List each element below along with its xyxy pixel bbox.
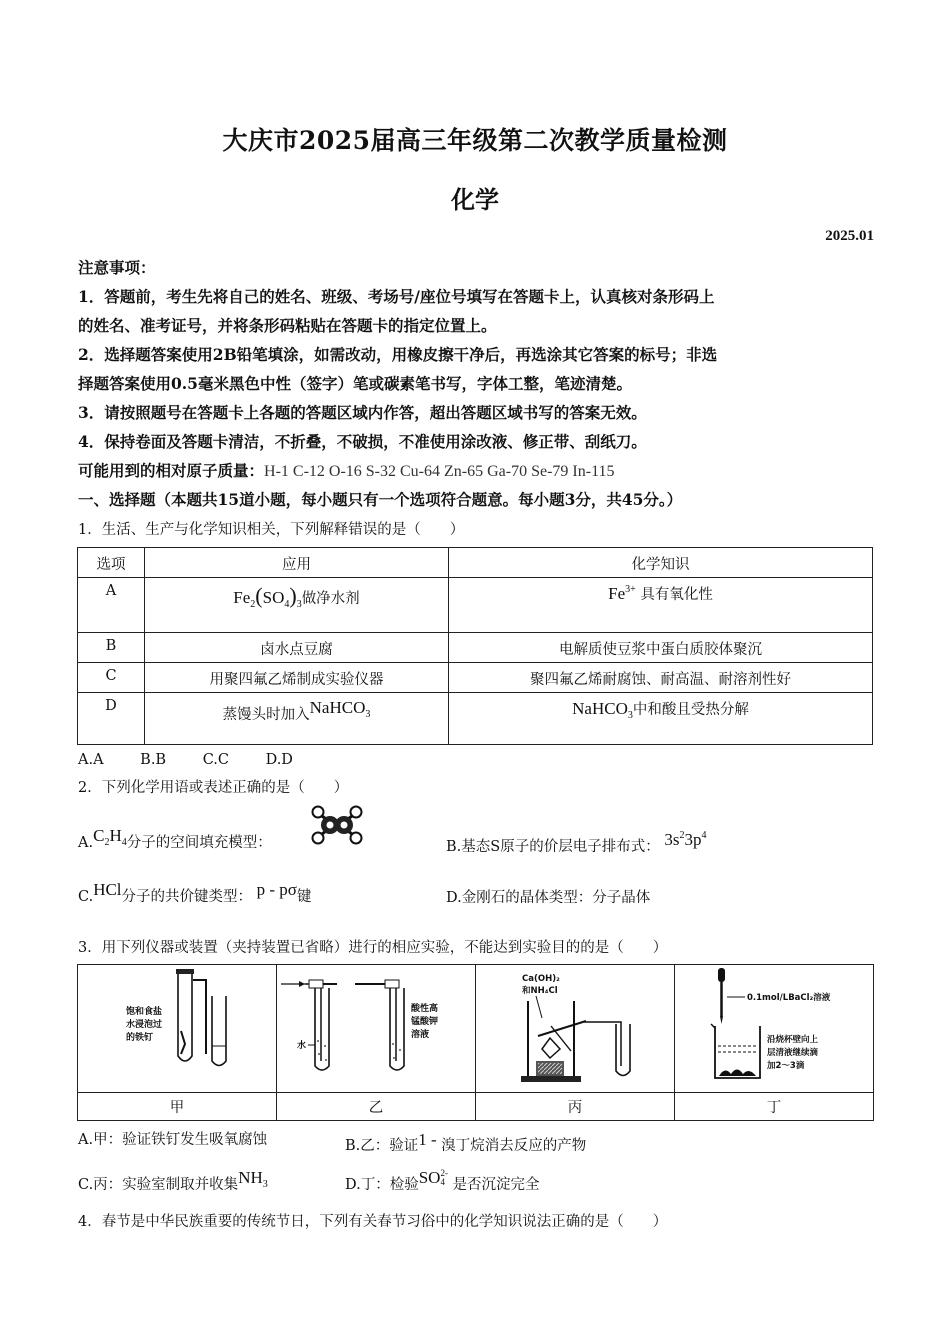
notice-line: 3．请按照题号在答题卡上各题的答题区域内作答，超出答题区域书写的答案无效。 [78,403,647,422]
q2-option-a: $A.C_2H_4$分子的空间填充模型： [78,826,272,851]
svg-text:和NH₄Cl: 和NH₄Cl [522,985,558,996]
svg-text:饱和食盐: 饱和食盐 [126,1006,163,1017]
notice-line: 2．选择题答案使用2B铅笔填涂，如需改动，用橡皮擦干净后，再选涂其它答案的标号；非选 [78,345,718,364]
section-heading: 一、选择题（本题共15道小题，每小题只有一个选项符合题意。每小题3分，共45分。） [78,490,683,509]
notice-line: 择题答案使用0.5毫米黑色中性（签字）笔或碳素笔书写，字体工整，笔迹清楚。 [78,374,632,393]
table-row [78,578,873,633]
q1-options [78,750,293,770]
atomic-mass-label: 可能用到的相对原子质量： [78,461,265,480]
atomic-mass-line [78,461,614,482]
table-row [78,633,873,663]
svg-text:0.1mol/LBaCl₂溶液: 0.1mol/LBaCl₂溶液 [747,992,831,1003]
q1-app: 用聚四氟乙烯制成实验仪器 [145,663,449,693]
q1-opt: D [78,693,145,745]
notice-line: 1．答题前，考生先将自己的姓名、班级、考场号/座位号填写在答题卡上，认真核对条形码上 [78,287,715,306]
q1-opt: C [78,663,145,693]
subject-title: 化学 [451,185,499,214]
q4-stem: 4．春节是中华民族重要的传统节日，下列有关春节习俗中的化学知识说法正确的是（ ） [78,1214,668,1230]
q3-figure-table [77,964,874,1121]
exam-date: 2025.01 [825,228,874,244]
q1-know: 电解质使豆浆中蛋白质胶体聚沉 [449,633,873,663]
svg-text:酸性高: 酸性高 [411,1003,439,1014]
figure-label: 丁 [675,1093,874,1121]
q2-option-d: D.金刚石的晶体类型：分子晶体 [446,890,651,906]
q1-option-d: D.D [265,752,293,768]
figure-jia [78,965,277,1093]
q1-option-a: A.A [78,752,104,768]
q1-header: 化学知识 [449,548,873,578]
q1-app: 卤水点豆腐 [145,633,449,663]
svg-text:沿烧杯壁向上: 沿烧杯壁向上 [767,1034,819,1045]
q3-stem: 3．用下列仪器或装置（夹持装置已省略）进行的相应实验，不能达到实验目的的是（ ） [78,940,668,956]
q3-option-a: A.甲：验证铁钉发生吸氧腐蚀 [78,1132,268,1148]
q2-stem: 2．下列化学用语或表述正确的是（ ） [78,780,349,796]
table-row [78,693,873,745]
ethylene-space-filling-model [308,804,366,846]
q1-option-c: C.C [202,752,229,768]
svg-text:锰酸钾: 锰酸钾 [411,1016,439,1027]
q1-option-b: B.B [140,752,167,768]
notice-line: 的姓名、准考证号，并将条形码粘贴在答题卡的指定位置上。 [78,316,497,335]
q3-option-d: D.丁：检验SO2- 4 是否沉淀完全 [345,1168,540,1193]
q1-stem: 1．生活、生产与化学知识相关，下列解释错误的是（ ） [78,522,465,538]
q1-app: $Fe_2(SO_4)_3$做净水剂 [145,578,449,633]
notice-heading: 注意事项： [78,258,156,277]
svg-text:的铁钉: 的铁钉 [126,1032,154,1043]
figure-label: 乙 [277,1093,476,1121]
atomic-mass-values: H-1 C-12 O-16 S-32 Cu-64 Zn-65 Ga-70 Se-79 In-115 [264,463,615,480]
exam-title: 大庆市2025届高三年级第二次教学质量检测 [222,126,728,155]
q1-app: 蒸馒头时加入NaHCO$_3$ [145,693,449,745]
figure-label: 甲 [78,1093,277,1121]
q2-option-c: C.HCl分子的共价键类型： p - pσ键 [78,880,312,905]
q1-know: $Fe^{3+}$ 具有氧化性 [449,578,873,633]
q1-know: NaHCO$_3$中和酸且受热分解 [449,693,873,745]
figure-ding [675,965,874,1093]
svg-text:层清液继续滴: 层清液继续滴 [767,1047,819,1058]
q1-header: 选项 [78,548,145,578]
q1-header: 应用 [145,548,449,578]
svg-text:水浸泡过: 水浸泡过 [126,1019,163,1030]
svg-text:加2～3滴: 加2～3滴 [767,1060,805,1071]
table-row [78,663,873,693]
figure-yi [277,965,476,1093]
q1-know: 聚四氟乙烯耐腐蚀、耐高温、耐溶剂性好 [449,663,873,693]
q3-option-c: C.丙：实验室制取并收集$NH_3$ [78,1168,268,1193]
svg-text:Ca(OH)₂: Ca(OH)₂ [522,973,560,984]
q1-opt: B [78,633,145,663]
figure-label: 丙 [476,1093,675,1121]
figure-bing [476,965,675,1093]
notice-line: 4．保持卷面及答题卡清洁，不折叠，不破损，不准使用涂改液、修正带、刮纸刀。 [78,432,647,451]
q2-option-b: B.基态S原子的价层电子排布式： $3s^23p^4$ [446,830,707,855]
q3-option-b: B.乙：验证1 - 溴丁烷消去反应的产物 [345,1130,587,1154]
q1-opt: A [78,578,145,633]
svg-text:溶液: 溶液 [411,1029,430,1040]
svg-text:水: 水 [297,1040,307,1051]
q1-table [77,547,873,745]
